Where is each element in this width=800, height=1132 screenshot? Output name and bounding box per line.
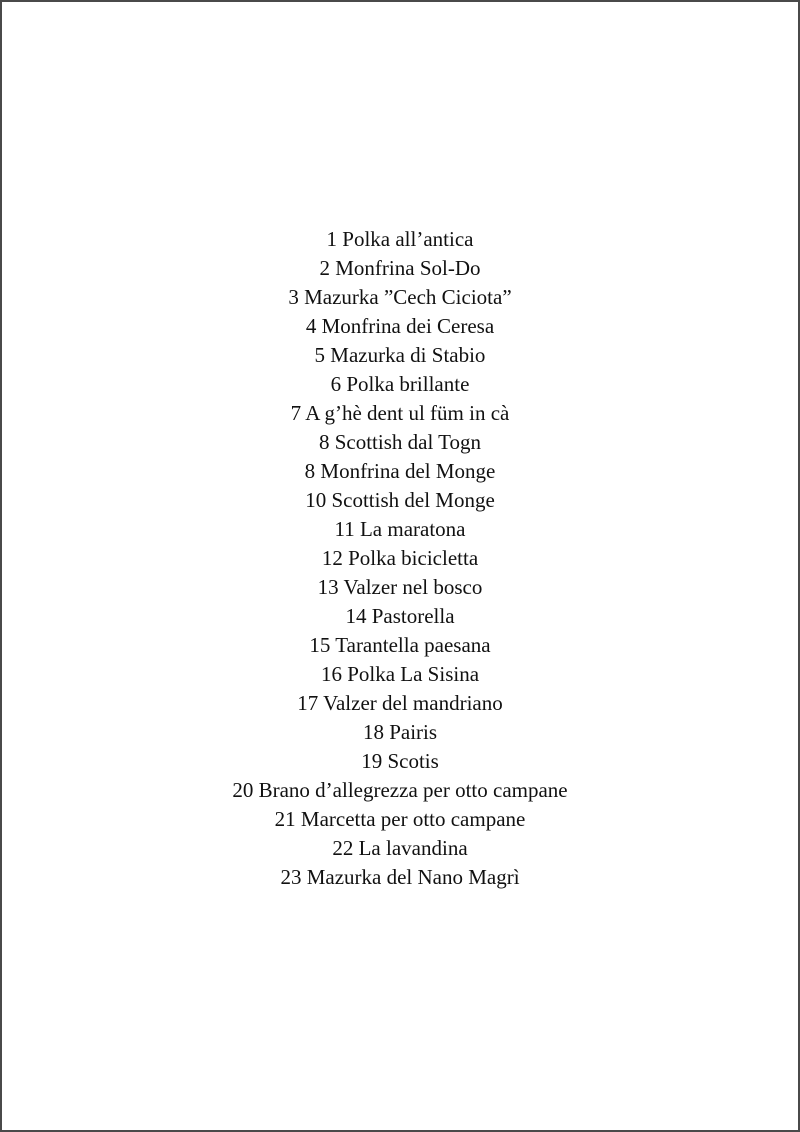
toc-entry: 15 Tarantella paesana [309, 633, 491, 657]
toc-entry: 13 Valzer nel bosco [317, 575, 483, 599]
toc-entry: 7 A g’hè dent ul füm in cà [290, 401, 510, 425]
toc-entry: 8 Scottish dal Togn [318, 430, 482, 454]
toc-entry: 6 Polka brillante [330, 372, 470, 396]
toc-entry: 10 Scottish del Monge [305, 488, 495, 512]
toc-entry: 18 Pairis [362, 720, 438, 744]
toc-entry: 8 Monfrina del Monge [304, 459, 496, 483]
toc-entry: 4 Monfrina dei Ceresa [305, 314, 495, 338]
toc-entry: 12 Polka bicicletta [321, 546, 479, 570]
toc-entry: 2 Monfrina Sol-Do [319, 256, 481, 280]
table-of-contents [2, 225, 798, 892]
toc-entry: 19 Scotis [361, 749, 439, 773]
toc-entry: 17 Valzer del mandriano [297, 691, 503, 715]
toc-entry: 22 La lavandina [332, 836, 468, 860]
toc-entry: 11 La maratona [334, 517, 466, 541]
toc-entry: 16 Polka La Sisina [320, 662, 480, 686]
toc-entry: 23 Mazurka del Nano Magrì [280, 865, 520, 889]
toc-entry: 14 Pastorella [345, 604, 455, 628]
toc-entry: 3 Mazurka ”Cech Ciciota” [288, 285, 512, 309]
toc-entry: 21 Marcetta per otto campane [274, 807, 526, 831]
toc-entry: 20 Brano d’allegrezza per otto campane [232, 778, 568, 802]
toc-entry: 5 Mazurka di Stabio [314, 343, 486, 367]
toc-entry: 1 Polka all’antica [326, 227, 474, 251]
